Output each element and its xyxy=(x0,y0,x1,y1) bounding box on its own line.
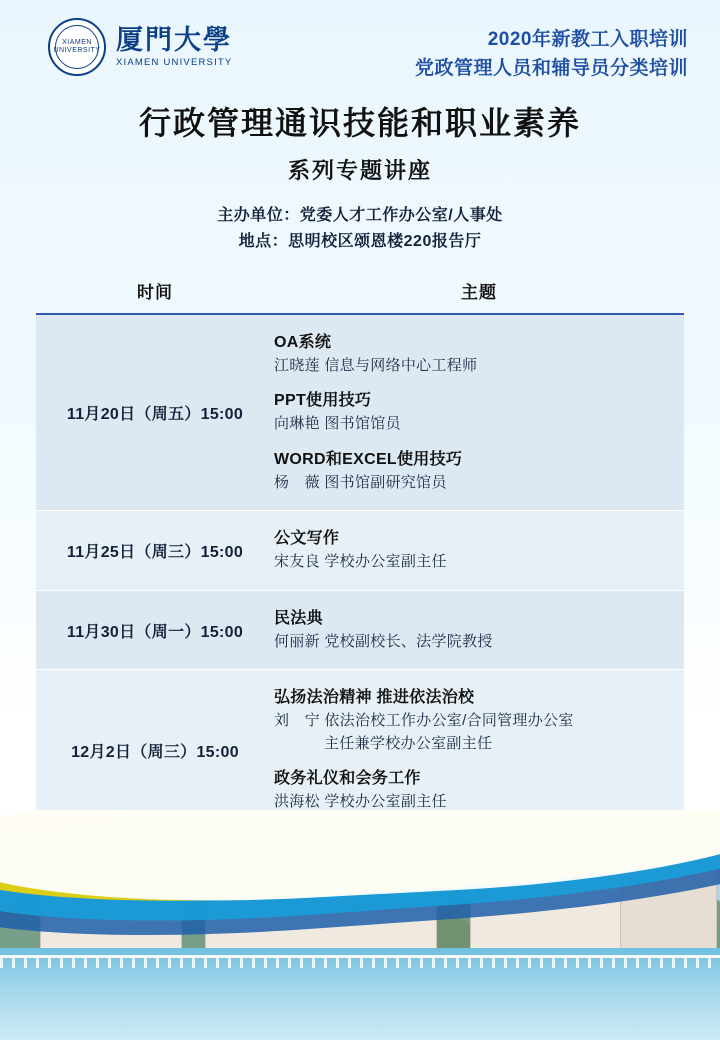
university-seal-icon xyxy=(48,18,106,76)
topic-speaker: 杨 薇 图书馆副研究馆员 xyxy=(274,473,447,491)
university-name-en: XIAMEN UNIVERSITY xyxy=(116,56,233,68)
topic-item xyxy=(274,521,684,580)
column-header-time: 时间 xyxy=(36,272,274,314)
topic-title: PPT使用技巧 xyxy=(274,392,372,410)
row-topics xyxy=(274,314,684,511)
campus-artwork xyxy=(0,810,720,1040)
topic-item xyxy=(274,325,684,384)
row-time: 11月30日（周一）15:00 xyxy=(36,590,274,670)
page-subtitle: 系列专题讲座 xyxy=(287,158,432,183)
topic-title: OA系统 xyxy=(274,333,332,351)
topic-speaker: 向琳艳 图书馆馆员 xyxy=(274,415,401,433)
topic-item xyxy=(274,383,684,442)
schedule-table-head xyxy=(36,272,684,314)
topic-speaker: 宋友良 学校办公室副主任 xyxy=(274,553,447,571)
topic-speaker: 何丽新 党校副校长、法学院教授 xyxy=(274,632,493,650)
row-time: 11月20日（周五）15:00 xyxy=(36,314,274,511)
poster-header xyxy=(0,0,720,96)
row-time: 11月25日（周三）15:00 xyxy=(36,511,274,591)
university-name-cn: 厦門大學 xyxy=(116,25,232,56)
row-topics xyxy=(274,511,684,591)
topic-title: 弘扬法治精神 推进依法治校 xyxy=(274,689,475,707)
topic-item xyxy=(274,680,684,761)
railing xyxy=(0,958,720,968)
topic-title: 民法典 xyxy=(274,609,323,627)
university-name-block xyxy=(116,26,232,67)
title-area xyxy=(0,98,720,185)
page-title: 行政管理通识技能和职业素养 xyxy=(138,105,581,141)
banner-line-1: 2020年新教工入职培训 xyxy=(487,29,688,50)
banner-text xyxy=(415,18,696,83)
info-lines xyxy=(0,203,720,256)
table-row xyxy=(36,670,684,831)
organizer-line: 主办单位：党委人才工作办公室/人事处 xyxy=(217,207,503,224)
topic-title: WORD和EXCEL使用技巧 xyxy=(274,450,463,468)
seal-text: XIAMEN UNIVERSITY xyxy=(53,39,101,54)
topic-speaker: 刘 宁 依法治校工作办公室/合同管理办公室 xyxy=(274,712,574,730)
banner-line-2: 党政管理人员和辅导员分类培训 xyxy=(414,57,688,79)
row-topics xyxy=(274,670,684,831)
table-row xyxy=(36,590,684,670)
row-topics xyxy=(274,590,684,670)
row-time: 12月2日（周三）15:00 xyxy=(36,670,274,831)
university-logo xyxy=(24,18,232,76)
table-row xyxy=(36,511,684,591)
topic-title: 公文写作 xyxy=(274,530,340,548)
venue-line: 地点：思明校区颂恩楼220报告厅 xyxy=(238,233,482,251)
topic-title: 政务礼仪和会务工作 xyxy=(274,770,421,788)
topic-item xyxy=(274,601,684,660)
table-row xyxy=(36,314,684,511)
topic-item xyxy=(274,442,684,501)
topic-speaker: 洪海松 学校办公室副主任 xyxy=(274,793,447,811)
table-header-row xyxy=(36,272,684,314)
topic-speaker: 江晓莲 信息与网络中心工程师 xyxy=(274,356,478,374)
column-header-topic: 主题 xyxy=(274,272,684,314)
topic-speaker-line-2: 主任兼学校办公室副主任 xyxy=(324,734,493,752)
